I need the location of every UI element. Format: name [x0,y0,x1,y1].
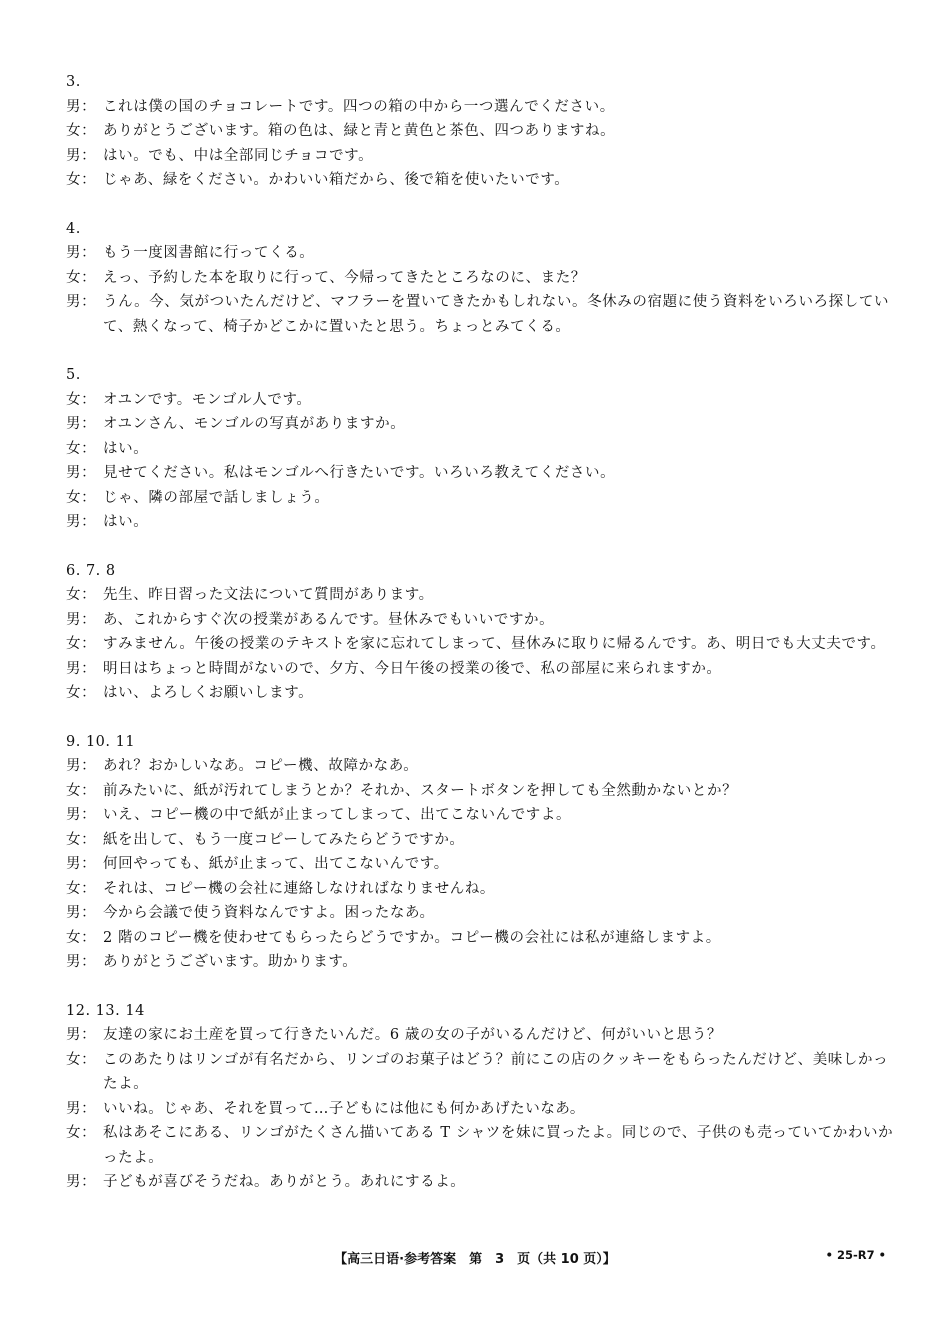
dialogue-section [66,559,896,706]
speech-text: これは僕の国のチョコレートです。四つの箱の中から一つ選んでください。 [103,98,615,115]
speaker-label: 女： [66,1125,97,1141]
dialogue-line [66,388,896,413]
dialogue-line [66,1023,896,1048]
speaker-label: 男： [66,294,97,310]
speech-text: 明日はちょっと時間がないので、夕方、今日午後の授業の後で、私の部屋に来られますか。 [103,660,722,677]
dialogue-line [66,877,896,902]
dialogue-line [66,950,896,975]
dialogue-line [66,754,896,779]
speech-text: じゃ、隣の部屋で話しましょう。 [103,489,330,506]
dialogue-line [66,926,896,951]
speaker-label: 男： [66,1100,97,1117]
speech-text: このあたりはリンゴが有名だから、リンゴのお菓子はどう？前にこの店のクッキーをもらったんだけど、美味しかったよ。 [103,1051,889,1092]
dialogue-line [66,437,896,462]
dialogue-line [66,901,896,926]
speech-text: 先生、昨日習った文法について質問があります。 [103,587,434,603]
speaker-label: 女： [66,489,97,506]
speaker-label: 男： [66,147,97,164]
speaker-label: 男： [66,1027,97,1043]
dialogue-line [66,1170,896,1195]
speech-text: 見せてください。私はモンゴルへ行きたいです。いろいろ教えてください。 [103,465,616,481]
speaker-label: 男： [66,807,97,823]
speaker-label: 男： [66,954,97,970]
speaker-label: 男： [66,98,97,115]
dialogue-section [66,363,896,535]
speaker-label: 男： [66,245,97,261]
speaker-label: 女： [66,123,97,139]
dialogue-line [66,779,896,804]
speaker-label: 男： [66,856,97,872]
dialogue-line [66,1121,896,1170]
speaker-label: 女： [66,831,97,848]
speech-text: もう一度図書館に行ってくる。 [103,245,315,261]
speech-text: それは、コピー機の会社に連絡しなければなりませんね。 [103,880,496,897]
dialogue-line [66,412,896,437]
dialogue-line [66,681,896,706]
speech-text: はい。でも、中は全部同じチョコです。 [103,147,374,164]
speech-text: はい。 [103,514,149,530]
dialogue-line [66,510,896,535]
speech-text: いいね。じゃあ、それを買って…子どもには他にも何かあげたいなあ。 [103,1100,586,1117]
speech-text: 今から会議で使う資料なんですよ。困ったなあ。 [103,905,435,921]
question-number: 3. [66,74,81,90]
question-number: 5. [66,367,81,383]
speech-text: はい、よろしくお願いします。 [103,685,314,701]
speech-text: 友達の家にお土産を買って行きたいんだ。6 歳の女の子がいるんだけど、何がいいと思う？ [103,1027,723,1043]
speech-text: 2 階のコピー機を使わせてもらったらどうですか。コピー機の会社には私が連絡しますよ。 [103,929,721,946]
speech-text: すみません。午後の授業のテキストを家に忘れてしまって、昼休みに取りに帰るんです。あ、明日でも大丈夫です。 [103,636,886,652]
speaker-label: 女： [66,1051,97,1068]
speech-text: ありがとうございます。箱の色は、緑と青と黄色と茶色、四つありますね。 [103,123,616,139]
speaker-label: 男： [66,611,97,628]
dialogue-line [66,119,896,144]
speaker-label: 女： [66,782,97,799]
dialogue-line [66,290,896,339]
speaker-label: 女： [66,172,97,188]
dialogue-line [66,583,896,608]
question-number: 6. 7. 8 [66,562,116,579]
speaker-label: 女： [66,587,97,603]
dialogue-section [66,999,896,1195]
speaker-label: 男： [66,465,97,481]
dialogue-line [66,657,896,682]
speaker-label: 女： [66,636,97,652]
speech-text: はい。 [103,440,149,457]
dialogue-line [66,803,896,828]
dialogue-line [66,1048,896,1097]
speaker-label: 女： [66,391,97,408]
speech-text: えっ、予約した本を取りに行って、今帰ってきたところなのに、また？ [103,269,586,286]
speaker-label: 男： [66,1174,97,1190]
speaker-label: 女： [66,685,97,701]
speech-text: 私はあそこにある、リンゴがたくさん描いてある T シャツを妹に買ったよ。同じので、子供のも売っていてかわいかったよ。 [103,1125,894,1166]
dialogue-line [66,632,896,657]
speaker-label: 男： [66,514,97,530]
dialogue-line [66,168,896,193]
speech-text: オユンさん、モンゴルの写真がありますか。 [103,416,406,432]
speaker-label: 女： [66,929,97,946]
page-footer [0,1246,950,1270]
question-number: 12. 13. 14 [66,1002,145,1019]
dialogue-section [66,217,896,340]
dialogue-line [66,461,896,486]
dialogue-section [66,70,896,193]
speaker-label: 女： [66,440,97,457]
speaker-label: 男： [66,905,97,921]
footer-code: • 25-R7 • [825,1248,886,1262]
speech-text: 何回やっても、紙が止まって、出てこないんです。 [103,856,449,872]
dialogue-line [66,144,896,169]
speech-text: いえ、コピー機の中で紙が止まってしまって、出てこないんですよ。 [103,807,572,823]
listening-transcript [66,70,896,1219]
dialogue-line [66,852,896,877]
dialogue-section [66,730,896,975]
dialogue-line [66,486,896,511]
speech-text: ありがとうございます。助かります。 [103,954,358,970]
speech-text: あ、これからすぐ次の授業があるんです。昼休みでもいいですか。 [103,611,555,628]
speaker-label: 男： [66,660,97,677]
speaker-label: 男： [66,758,97,774]
speaker-label: 男： [66,416,97,432]
footer-page-info: 【高三日语·参考答案 第 3 页（共 10 页）】 [334,1252,616,1267]
speech-text: あれ？おかしいなあ。コピー機、故障かなあ。 [103,758,419,774]
question-number: 9. 10. 11 [66,733,136,750]
speech-text: オユンです。モンゴル人です。 [103,391,312,408]
dialogue-line [66,828,896,853]
speaker-label: 女： [66,880,97,897]
dialogue-line [66,241,896,266]
speech-text: じゃあ、緑をください。かわいい箱だから、後で箱を使いたいです。 [103,172,570,188]
dialogue-line [66,608,896,633]
speech-text: 子どもが喜びそうだね。ありがとう。あれにするよ。 [103,1174,466,1190]
dialogue-line [66,266,896,291]
speech-text: 紙を出して、もう一度コピーしてみたらどうですか。 [103,831,465,848]
question-number: 4. [66,220,81,237]
speaker-label: 女： [66,269,97,286]
dialogue-line [66,95,896,120]
dialogue-line [66,1097,896,1122]
speech-text: 前みたいに、紙が汚れてしまうとか？それか、スタートボタンを押しても全然動かないとか？ [103,782,738,799]
speech-text: うん。今、気がついたんだけど、マフラーを置いてきたかもしれない。冬休みの宿題に使う資料をいろいろ探していて、熱くなって、椅子かどこかに置いたと思う。ちょっとみてくる。 [103,294,890,335]
